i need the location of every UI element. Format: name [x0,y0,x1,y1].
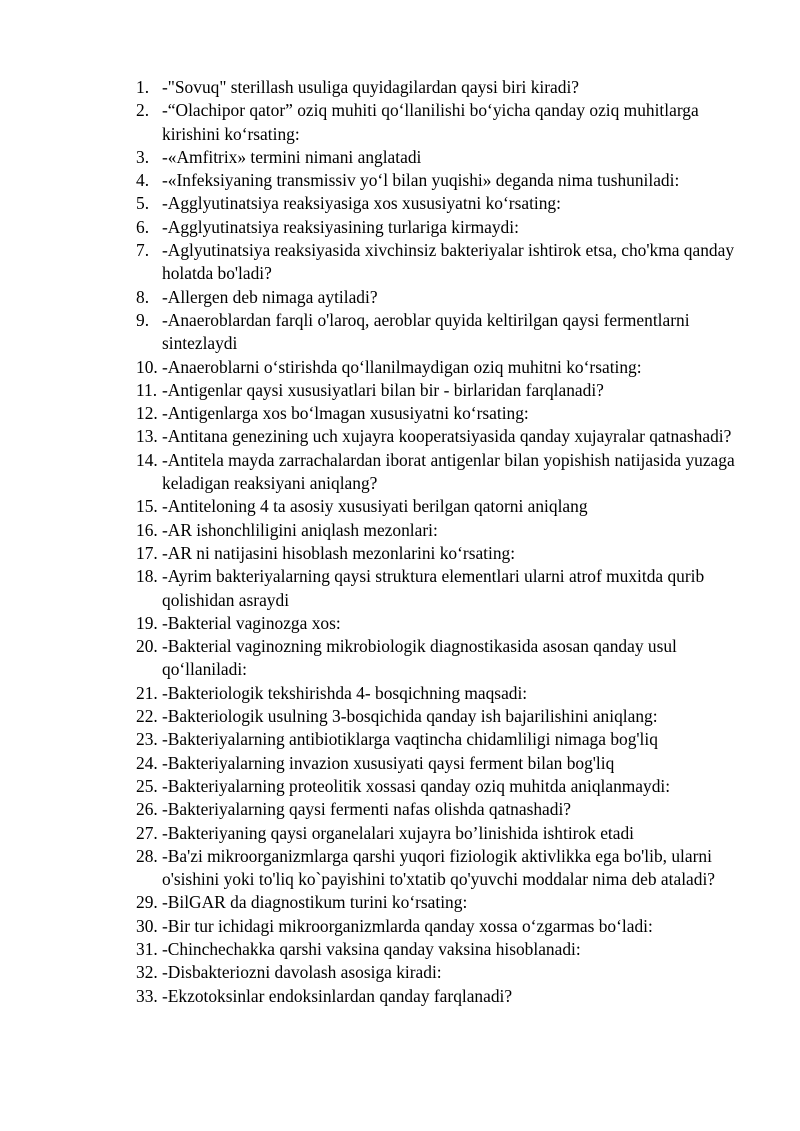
question-number: 33. [136,985,158,1006]
question-item [136,682,746,705]
question-number: 28. [136,845,158,866]
question-item [136,938,746,961]
question-number: 31. [136,938,158,959]
question-number: 5. [136,193,150,214]
question-text: -Disbakteriozni davolash asosiga kiradi: [162,962,442,983]
question-number: 9. [136,309,150,330]
question-text: -AR ishonchliligini aniqlash mezonlari: [162,519,438,540]
question-text: -BilGAR da diagnostikum turini ko‘rsating: [162,892,468,913]
question-item [136,495,746,518]
question-item [136,146,746,169]
question-number: 4. [136,170,150,191]
question-item [136,728,746,751]
question-number: 15. [136,496,158,517]
question-item [136,542,746,565]
question-item [136,239,746,286]
question-text: -Antitana genezining uch xujayra kooperatsiyasida qanday xujayralar qatnashadi? [162,426,732,447]
question-item [136,985,746,1008]
question-item [136,961,746,984]
question-number: 23. [136,729,158,750]
question-item [136,775,746,798]
question-number: 19. [136,612,158,633]
question-item [136,216,746,239]
question-item [136,99,746,146]
question-number: 30. [136,915,158,936]
question-text: -Bakteriyalarning qaysi fermenti nafas olishda qatnashadi? [162,799,572,820]
question-item [136,915,746,938]
question-text: -Bakteriologik usulning 3-bosqichida qanday ish bajarilishini aniqlang: [162,706,658,727]
question-item [136,309,746,356]
question-item [136,612,746,635]
question-text: -Agglyutinatsiya reaksiyasining turlariga kirmaydi: [162,216,519,237]
question-text: -Aglyutinatsiya reaksiyasida xivchinsiz bakteriyalar ishtirok etsa, cho'kma qanday holatda bo'ladi? [162,240,735,284]
question-text: -Bakterial vaginozga xos: [162,612,341,633]
question-text: -Bakteriologik tekshirishda 4- bosqichning maqsadi: [162,682,528,703]
question-item [136,822,746,845]
question-number: 3. [136,146,150,167]
question-number: 16. [136,519,158,540]
question-text: -Bakteriyalarning invazion xususiyati qaysi ferment bilan bog'liq [162,752,615,773]
question-list [136,76,746,1008]
question-number: 13. [136,426,158,447]
question-number: 18. [136,566,158,587]
question-number: 29. [136,892,158,913]
question-text: -Bir tur ichidagi mikroorganizmlarda qanday xossa o‘zgarmas bo‘ladi: [162,915,653,936]
question-item [136,798,746,821]
question-text: -Antiteloning 4 ta asosiy xususiyati berilgan qatorni aniqlang [162,496,588,517]
question-item [136,449,746,496]
question-number: 22. [136,706,158,727]
question-item [136,402,746,425]
question-text: -Bakteriyaning qaysi organelalari xujayra bo’linishida ishtirok etadi [162,822,634,843]
question-text: -Ba'zi mikroorganizmlarga qarshi yuqori fiziologik aktivlikka ega bo'lib, ularni o'sishini yoki to'liq ko`payishini to'xtatib qo'yuvchi moddalar nima deb ataladi? [162,845,716,890]
question-item [136,169,746,192]
question-number: 11. [136,379,158,400]
question-text: -“Olachipor qator” oziq muhiti qo‘llanilishi bo‘yicha qanday oziq muhitlarga kirishini ko‘rsating: [162,100,699,144]
question-number: 17. [136,542,158,563]
question-number: 24. [136,752,158,773]
question-text: -Chinchechakka qarshi vaksina qanday vaksina hisoblanadi: [162,938,581,959]
question-item [136,635,746,682]
question-text: -Bakteriyalarning proteolitik xossasi qanday oziq muhitda aniqlanmaydi: [162,775,671,796]
question-text: -Antigenlarga xos bo‘lmagan xususiyatni ko‘rsating: [162,403,529,424]
question-text: -Agglyutinatsiya reaksiyasiga xos xususiyatni ko‘rsating: [162,193,561,214]
question-text: -"Sovuq" sterillash usuliga quyidagilardan qaysi biri kiradi? [162,77,580,97]
question-number: 10. [136,356,158,377]
question-item [136,752,746,775]
question-number: 1. [136,77,150,97]
question-number: 14. [136,449,158,470]
question-number: 27. [136,822,158,843]
question-text: -Bakterial vaginozning mikrobiologik diagnostikasida asosan qanday usul qo‘llaniladi: [162,636,677,680]
question-number: 20. [136,636,158,657]
question-item [136,891,746,914]
question-number: 8. [136,286,150,307]
question-item [136,192,746,215]
question-text: -Ekzotoksinlar endoksinlardan qanday farqlanadi? [162,985,513,1006]
question-item [136,519,746,542]
question-text: -Antitela mayda zarrachalardan iborat antigenlar bilan yopishish natijasida yuzaga keladigan reaksiyani aniqlang? [162,449,735,494]
question-number: 2. [136,100,150,121]
question-item [136,356,746,379]
question-item [136,845,746,892]
question-item [136,705,746,728]
question-text: -Bakteriyalarning antibiotiklarga vaqtincha chidamliligi nimaga bog'liq [162,729,658,750]
question-text: -Antigenlar qaysi xususiyatlari bilan bir - birlaridan farqlanadi? [162,379,604,400]
question-text: -Allergen deb nimaga aytiladi? [162,286,378,307]
question-text: -«Amfitrix» termini nimani anglatadi [162,146,422,167]
question-item [136,286,746,309]
question-text: -AR ni natijasini hisoblash mezonlarini ko‘rsating: [162,542,516,563]
question-item [136,565,746,612]
question-item [136,76,746,99]
question-item [136,425,746,448]
question-text: -«Infeksiyaning transmissiv yo‘l bilan yuqishi» deganda nima tushuniladi: [162,170,680,191]
question-number: 12. [136,403,158,424]
question-number: 7. [136,240,150,261]
question-text: -Ayrim bakteriyalarning qaysi struktura elementlari ularni atrof muxitda qurib qolishidan asraydi [162,566,705,610]
question-item [136,379,746,402]
question-number: 25. [136,775,158,796]
question-number: 6. [136,216,150,237]
question-number: 21. [136,682,158,703]
question-text: -Anaeroblarni o‘stirishda qo‘llanilmaydigan oziq muhitni ko‘rsating: [162,356,642,377]
question-number: 32. [136,962,158,983]
question-text: -Anaeroblardan farqli o'laroq, aeroblar quyida keltirilgan qaysi fermentlarni sintezlaydi [162,309,690,354]
question-number: 26. [136,799,158,820]
